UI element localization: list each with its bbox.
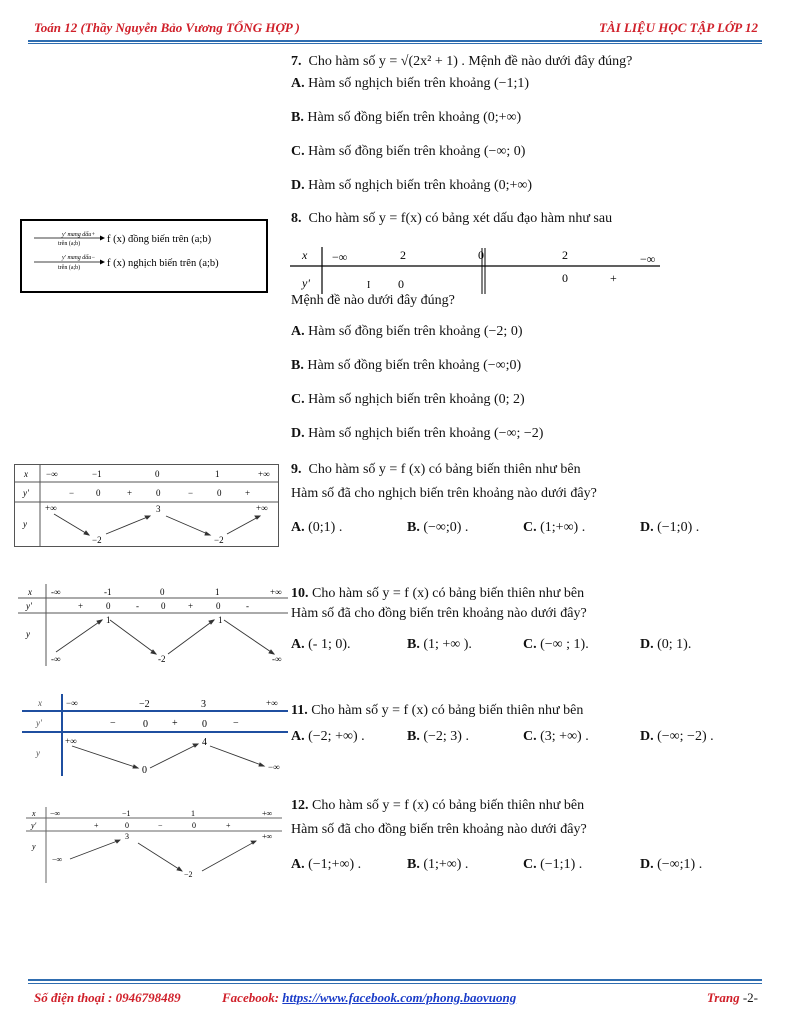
q11-option-b[interactable]: B. (−2; 3) . <box>407 729 469 744</box>
q12-x-label: x <box>32 809 36 818</box>
q10-sign-5: 0 <box>216 601 221 611</box>
q8-x-2: 0 <box>478 248 484 262</box>
q10-sign-6: - <box>246 601 249 611</box>
q12-option-b[interactable]: B. (1;+∞) . <box>407 857 469 872</box>
q8-x-label: x <box>302 248 308 262</box>
q9-stem: 9. Cho hàm số y = f (x) có bảng biến thiên như bên <box>291 462 581 477</box>
q11-option-d[interactable]: D. (−∞; −2) . <box>640 729 714 744</box>
q9-x-2: 0 <box>155 469 160 479</box>
note-arrow1-head <box>100 236 105 241</box>
q11-yp-label: y' <box>36 718 42 728</box>
q9-option-d[interactable]: D. (−1;0) . <box>640 520 700 535</box>
q11-x-0: −∞ <box>66 698 78 708</box>
q12-sign-1: 0 <box>125 821 129 830</box>
q12-y-bottom-1: −2 <box>184 870 193 879</box>
q11-sign-0: − <box>110 718 116 729</box>
q9-sign-5: 0 <box>217 488 222 498</box>
q10-sign-3: 0 <box>161 601 166 611</box>
q12-variation-table <box>26 807 284 883</box>
q11-variation-table <box>22 694 290 778</box>
footer-facebook <box>222 990 516 1006</box>
q10-sign-1: 0 <box>106 601 111 611</box>
note-box-svg <box>22 221 266 291</box>
q11-sign-3: 0 <box>202 719 207 730</box>
q9-sign-2: + <box>127 488 133 498</box>
q9-option-a[interactable]: A. (0;1) . <box>291 520 343 535</box>
q10-x-label: x <box>28 587 32 597</box>
footer-phone: Số điện thoại : 0946798489 <box>34 990 181 1005</box>
q11-option-a[interactable]: A. (−2; +∞) . <box>291 729 365 744</box>
q9-x-label: x <box>24 469 28 479</box>
note-arrow2-sub: trên (a;b) <box>58 265 81 271</box>
q9-variation-table <box>14 464 280 548</box>
q10-yp-label: y' <box>26 601 32 611</box>
q11-y-top-1: 4 <box>202 737 207 748</box>
q8-yp-label: y' <box>302 276 310 290</box>
footer-facebook-label: Facebook: <box>222 990 280 1005</box>
note-arrow2-label: y' mang dấu− <box>62 255 96 261</box>
q8-option-c[interactable]: C. Hàm số nghịch biến trên khoảng (0; 2) <box>291 392 525 407</box>
q8-sign-3: + <box>610 271 617 285</box>
q9-y-top-2: +∞ <box>256 503 268 513</box>
q8-stem: 8. Cho hàm số y = f(x) có bảng xét dấu đạo hàm như sau <box>291 211 613 226</box>
q7-stem <box>291 54 632 70</box>
q9-x-4: +∞ <box>258 469 270 479</box>
q12-stem2: Hàm số đã cho đồng biến trên khoảng nào dưới đây? <box>291 822 587 837</box>
q12-sign-3: 0 <box>192 821 196 830</box>
q7-option-c[interactable]: C. Hàm số đồng biến trên khoảng (−∞; 0) <box>291 144 526 159</box>
q10-arrows <box>56 620 274 654</box>
q8-x-4: −∞ <box>640 252 656 266</box>
q11-arrows <box>72 744 264 768</box>
q8-sign-2: 0 <box>562 271 568 285</box>
q10-option-c[interactable]: C. (−∞ ; 1). <box>523 637 589 652</box>
q9-y-label: y <box>23 519 27 529</box>
q9-yp-label: y' <box>23 488 29 498</box>
q12-option-a[interactable]: A. (−1;+∞) . <box>291 857 362 872</box>
note-arrow2-head <box>100 260 105 265</box>
q8-x-0: −∞ <box>332 250 348 264</box>
q9-sign-1: 0 <box>96 488 101 498</box>
q10-y-label: y <box>26 629 30 639</box>
header-rule-thin <box>28 43 762 44</box>
q9-y-top-0: +∞ <box>45 503 57 513</box>
q9-sign-3: 0 <box>156 488 161 498</box>
q10-option-b[interactable]: B. (1; +∞ ). <box>407 637 472 652</box>
q10-x-2: 0 <box>160 587 165 597</box>
q9-sign-4: − <box>188 488 194 498</box>
q7-option-a[interactable]: A. Hàm số nghịch biến trên khoảng (−1;1) <box>291 76 530 91</box>
q11-sign-4: − <box>233 718 239 729</box>
q10-y-top-1: 1 <box>218 615 223 625</box>
q12-x-1: −1 <box>122 809 131 818</box>
q10-x-1: -1 <box>104 587 112 597</box>
q8-after: Mệnh đề nào dưới đây đúng? <box>291 293 455 308</box>
q8-option-a[interactable]: A. Hàm số đồng biến trên khoảng (−2; 0) <box>291 324 523 339</box>
q10-x-4: +∞ <box>270 587 282 597</box>
q9-sign-0: − <box>69 488 75 498</box>
q12-sign-2: − <box>158 821 163 830</box>
q11-y-label: y <box>36 748 40 758</box>
q10-stem: 10. Cho hàm số y = f (x) có bảng biến thiên như bên <box>291 586 585 601</box>
footer-page <box>707 990 758 1006</box>
q10-x-0: -∞ <box>51 587 61 597</box>
q11-option-c[interactable]: C. (3; +∞) . <box>523 729 589 744</box>
q8-option-d[interactable]: D. Hàm số nghịch biến trên khoảng (−∞; −2) <box>291 426 544 441</box>
q10-sign-2: - <box>136 601 139 611</box>
note-box <box>20 219 268 293</box>
q10-option-a[interactable]: A. (- 1; 0). <box>291 637 351 652</box>
q11-stem: 11. Cho hàm số y = f (x) có bảng biến thiên như bên <box>291 703 584 718</box>
q10-stem2: Hàm số đã cho đồng biến trên khoảng nào dưới đây? <box>291 606 587 621</box>
q12-y-label: y <box>32 842 36 851</box>
q12-yp-label: y' <box>31 821 37 830</box>
q7-stem-text: Cho hàm số y = √(2x² + 1) . Mệnh đề nào dưới đây đúng? <box>308 54 633 69</box>
q12-x-2: 1 <box>191 809 195 818</box>
q12-y-top-0: 3 <box>125 832 129 841</box>
q11-y-bottom-0: 0 <box>142 765 147 776</box>
note-arrow1-sub: trên (a;b) <box>58 241 81 247</box>
q7-option-d[interactable]: D. Hàm số nghịch biến trên khoảng (0;+∞) <box>291 178 533 193</box>
note-arrow1-label: y' mang dấu+ <box>62 232 96 238</box>
q11-x-label: x <box>38 698 42 708</box>
q12-arrows <box>70 840 256 871</box>
q9-y-bottom-0: −2 <box>92 535 102 545</box>
q9-option-b[interactable]: B. (−∞;0) . <box>407 520 469 535</box>
q12-x-0: −∞ <box>50 809 61 818</box>
q12-sign-0: + <box>94 821 99 830</box>
q10-x-3: 1 <box>215 587 220 597</box>
q12-x-3: +∞ <box>262 809 273 818</box>
q12-y-top-1: +∞ <box>262 832 273 841</box>
q8-sign-1: 0 <box>398 277 404 291</box>
q12-stem: 12. Cho hàm số y = f (x) có bảng biến thiên như bên <box>291 798 585 813</box>
q10-y-bottom-1: -2 <box>158 654 166 664</box>
q10-sign-0: + <box>78 601 84 611</box>
q11-x-1: −2 <box>139 699 150 710</box>
q9-option-c[interactable]: C. (1;+∞) . <box>523 520 586 535</box>
q9-stem2: Hàm số đã cho nghịch biến trên khoảng nào dưới đây? <box>291 486 597 501</box>
q9-x-1: −1 <box>92 469 102 479</box>
q12-option-d[interactable]: D. (−∞;1) . <box>640 857 703 872</box>
footer-page-number: -2- <box>742 990 758 1005</box>
q12-y-bottom-0: −∞ <box>52 855 63 864</box>
header-left: Toán 12 (Thầy Nguyễn Bảo Vương TỔNG HỢP ) <box>34 20 300 35</box>
note-line2-text: f (x) nghịch biến trên (a;b) <box>107 258 219 269</box>
q10-variation-table <box>18 584 290 666</box>
q7-option-b[interactable]: B. Hàm số đồng biến trên khoảng (0;+∞) <box>291 110 522 125</box>
q12-option-c[interactable]: C. (−1;1) . <box>523 857 583 872</box>
q9-sign-6: + <box>245 488 251 498</box>
footer-facebook-link[interactable]: https://www.facebook.com/phong.baovuong <box>282 990 517 1005</box>
q7-number: 7. <box>291 54 302 69</box>
q9-x-0: −∞ <box>46 469 58 479</box>
footer-rule-thin <box>28 983 762 984</box>
q8-x-1: 2 <box>400 248 406 262</box>
footer-rule <box>28 979 762 981</box>
q10-sign-4: + <box>188 601 194 611</box>
q11-x-2: 3 <box>201 699 206 710</box>
header-rule <box>28 40 762 42</box>
q11-sign-1: 0 <box>143 719 148 730</box>
q11-y-bottom-1: −∞ <box>268 762 280 772</box>
header-right: TÀI LIỆU HỌC TẬP LỚP 12 <box>598 20 758 35</box>
q11-x-3: +∞ <box>266 698 278 708</box>
q10-option-d[interactable]: D. (0; 1). <box>640 637 692 652</box>
q12-sign-4: + <box>226 821 231 830</box>
q9-x-3: 1 <box>215 469 220 479</box>
q10-y-top-0: 1 <box>106 615 111 625</box>
q11-sign-2: + <box>172 718 178 729</box>
note-line1-text: f (x) đồng biến trên (a;b) <box>107 234 212 245</box>
q11-y-top-0: +∞ <box>65 736 77 746</box>
q10-y-bottom-0: -∞ <box>51 654 61 664</box>
q8-option-b[interactable]: B. Hàm số đồng biến trên khoảng (−∞;0) <box>291 358 522 373</box>
q10-y-bottom-2: -∞ <box>272 654 282 664</box>
q8-sign-0: I <box>367 280 371 291</box>
q9-y-bottom-1: −2 <box>214 535 224 545</box>
q9-arrows <box>54 514 260 535</box>
q9-y-top-1: 3 <box>156 504 161 514</box>
footer-page-label: Trang <box>706 990 740 1005</box>
q8-x-3: 2 <box>562 248 568 262</box>
q8-sign-table <box>290 242 662 294</box>
